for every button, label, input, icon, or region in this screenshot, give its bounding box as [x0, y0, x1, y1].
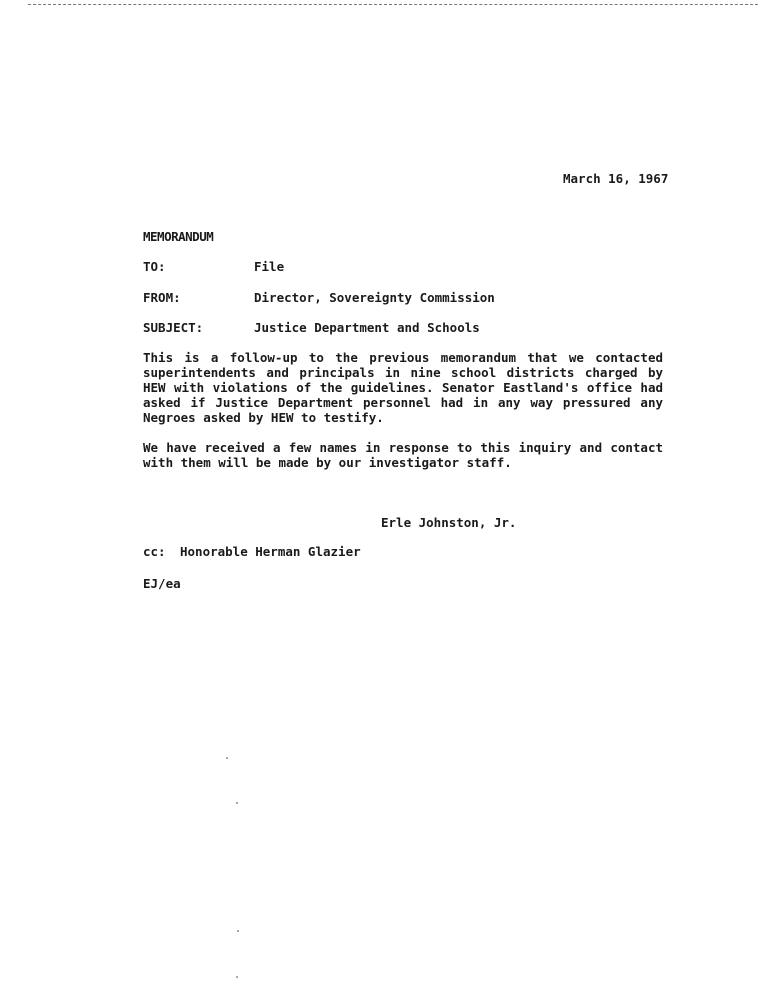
- cc-label: cc:: [143, 544, 166, 559]
- scan-speck: [226, 757, 228, 759]
- body-paragraph-2: We have received a few names in response to this inquiry and contact with them will be made by our investigator staff.: [143, 440, 663, 470]
- typist-initials: EJ/ea: [143, 576, 181, 591]
- scan-speck: [236, 802, 238, 804]
- memo-date: March 16, 1967: [563, 171, 669, 186]
- from-label: FROM:: [143, 290, 181, 305]
- to-label: TO:: [143, 259, 166, 274]
- subject-label: SUBJECT:: [143, 320, 204, 335]
- body-paragraph-1: This is a follow-up to the previous memorandum that we contacted superintendents and principals in nine school districts charged by HEW with violations of the guidelines. Senator Eastland's office had asked if Justice Department personnel had in any way pressured any Negroes asked by HEW to testify.: [143, 350, 663, 425]
- scan-speck: [237, 930, 239, 932]
- to-value: File: [254, 259, 285, 274]
- scan-speck: [236, 976, 238, 978]
- signature: Erle Johnston, Jr.: [381, 515, 517, 530]
- memo-type-label: MEMORANDUM: [143, 229, 214, 244]
- top-edge-rule: [28, 4, 758, 5]
- cc-value: Honorable Herman Glazier: [180, 544, 361, 559]
- from-value: Director, Sovereignty Commission: [254, 290, 495, 305]
- subject-value: Justice Department and Schools: [254, 320, 480, 335]
